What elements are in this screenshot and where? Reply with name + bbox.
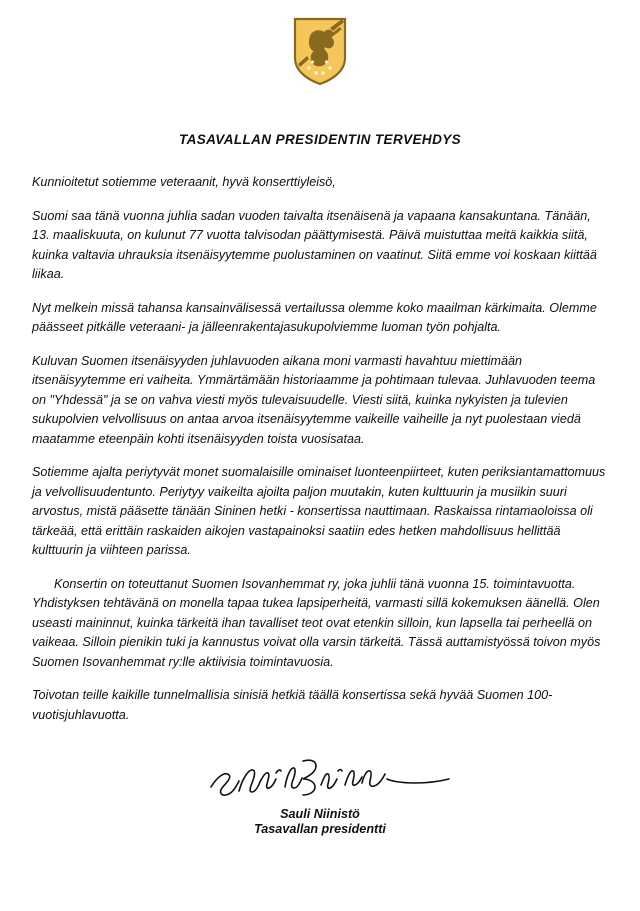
handwritten-signature-image (181, 747, 459, 805)
paragraph-3: Kuluvan Suomen itsenäisyyden juhlavuoden aikana moni varmasti havahtuu miettimään itsenäisyytemme eri vaiheita. Ymmärtämään historiaamme ja pohtimaan tulevaa. Juhlavuoden teema on "Yhdessä" ja se on vahva viesti myös tulevaisuudelle. Viesti siitä, kuinka nykyisten ja tulevien sukupolvien velvollisuus on antaa arvoa itsenäisyytemme vaikeille vaiheille ja nyt puolestaan viedä maatamme eteenpäin kohti itsenäisyyden toista vuosisataa. (32, 353, 596, 446)
salutation: Kunnioitetut sotiemme veteraanit, hyvä konserttiyleisö, (32, 175, 336, 189)
paragraph-2: Nyt melkein missä tahansa kansainvälisessä vertailussa olemme koko maailman kärkimaita. Olemme päässeet pitkälle veteraani- ja jälleenrakentajasukupolviemme luoman työn pohjalta. (32, 300, 597, 335)
paragraph-1: Suomi saa tänä vuonna juhlia sadan vuoden taivalta itsenäisenä ja vapaana kansakuntana. Tänään, 13. maaliskuuta, on kulunut 77 vuotta talvisodan päättymisestä. Päivä muistuttaa meitä kaikkia siitä, kuinka valtavia uhrauksia itsenäisyytemme puolustaminen on vaatinut. Siitä emme voi koskaan kiittää liikaa. (32, 208, 597, 282)
signature-block (30, 747, 610, 836)
finnish-coat-of-arms-lion-icon (291, 16, 349, 86)
paragraph-5: Konsertin on toteuttanut Suomen Isovanhemmat ry, joka juhlii tänä vuonna 15. toimintavuotta. Yhdistyksen tehtävänä on monella tapaa tukea lapsiperheitä, varmasti sillä kokemuksen äänellä. Olen useasti maininnut, kuinka tärkeitä ihan tavalliset teot ovat etenkin silloin, kun lapsella tai perheellä on vaikeaa. Silloin pienikin tuki ja kannustus voivat olla varsin tärkeitä. Tässä auttamistyössä toivon myös Suomen Isovanhemmat ry:lle aktiivisia toimintavuosia. (32, 576, 601, 669)
letter-body (30, 173, 610, 725)
coat-of-arms-header (30, 0, 610, 102)
paragraph-4: Sotiemme ajalta periytyvät monet suomalaisille ominaiset luonteenpiirteet, kuten periksiantamattomuus ja velvollisuudentunto. Periytyy vaikeilta ajoilta paljon muutakin, kuten kulttuurin ja musiikin suuri arvostus, mistä pääsette tänään Sininen hetki - konsertissa nauttimaan. Raskaissa rintamaoloissa oli tärkeää, että erittäin raskaiden aikojen vastapainoksi saatiin edes hetken mahdollisuus hellittää kulttuurin ja viihteen parissa. (32, 465, 606, 558)
signature-name: Sauli Niinistö (280, 807, 360, 822)
paragraph-6: Toivotan teille kaikille tunnelmallisia sinisiä hetkiä täällä konsertissa sekä hyvää Suomen 100-vuotisjuhlavuotta. (32, 688, 553, 722)
page-title: TASAVALLAN PRESIDENTIN TERVEHDYS (178, 132, 462, 147)
signature-role: Tasavallan presidentti (254, 822, 386, 837)
